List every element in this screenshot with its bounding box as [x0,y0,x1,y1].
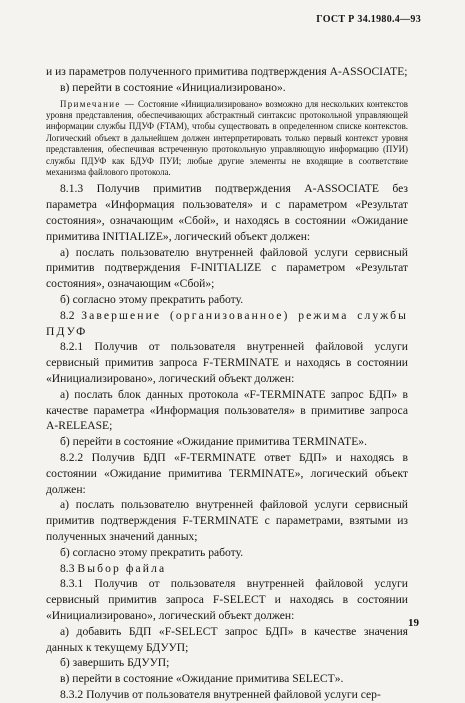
note [46,99,408,179]
paragraph: 8.2.2 Получив БДП «F-TERMINATE ответ БДП» и находясь в состоянии «Ожидание примитива TERMINATE», логический объект должен: [46,450,408,496]
note-text: Состояние «Инициализировано» возможно для нескольких контекстов уровня представления, обеспечивающих абстрактный синтаксис протокольной управляющей информации службы ПДУФ (FTAM), чтобы существовать в определенном списке контекстов. Логический объект в дальнейшем должен интерпретировать только первый контекст уровня представления, обеспечивая встреченную протокольную управляющую информацию (ПУИ) службы ПДУФ как БДУФ ПУИ; любые другие элементы не входящие в соответствие механизма файлового протокола. [46,98,408,178]
section-title: Выбор файла [77,561,167,575]
page-header: ГОСТ Р 34.1980.4—93 [316,14,421,25]
paragraph: 8.3.1 Получив от пользователя внутренней файловой услуги сервисный примитив запроса F-SELECT и находясь в состоянии «Инициализировано», логический объект должен: [46,577,408,622]
paragraph: в) перейти в состояние «Инициализировано». [60,80,286,94]
page-number: 19 [408,617,419,629]
paragraph: 8.1.3 Получив примитив подтверждения A-ASSOCIATE без параметра «Информация пользователя» и с параметром «Результат состояния», означающим «Сбой», и находясь в состоянии «Ожидание примитива INITIALIZE», логический объект должен: [46,182,408,243]
section-number: 8.2 [60,308,75,322]
paragraph: а) послать пользователю внутренней файловой услуги сервисный примитив подтверждения F-TERMINATE с параметрами, взятыми из полученных значений данных; [46,498,408,543]
paragraph: 8.2.1 Получив от пользователя внутренней файловой услуги сервисный примитив запроса F-TERMINATE и находясь в состоянии «Инициализировано», логический объект должен: [46,340,408,385]
section-number: 8.3 [60,561,75,575]
paragraph: в) перейти в состояние «Ожидание примитива SELECT». [60,672,344,686]
paragraph: б) согласно этому прекратить работу. [60,293,244,307]
paragraph: а) добавить БДП «F-SELECT запрос БДП» в качестве значения данных к текущему БДУУП; [46,624,408,654]
paragraph: б) завершить БДУУП; [60,656,170,670]
paragraph: а) послать блок данных протокола «F-TERMINATE запрос БДП» в качестве параметра «Информация пользователя» в примитиве запроса A-RELEASE; [46,387,408,433]
paragraph: 8.3.2 Получив от пользователя внутренней файловой услуги сер- [60,687,381,701]
paragraph: и из параметров полученного примитива подтверждения A-ASSOCIATE; [46,65,408,78]
paragraph: б) перейти в состояние «Ожидание примитива TERMINATE». [60,435,368,449]
section-title: Завершение (организованное) режима службы ПДУФ [46,308,408,338]
note-label: Примечание — [60,98,136,109]
section-heading [46,308,408,340]
page-body [46,64,408,703]
paragraph: а) послать пользователю внутренней файловой услуги сервисный примитив подтверждения F-INITIALIZE с параметром «Результат состояния», означающим «Сбой»; [46,245,408,291]
paragraph: б) согласно этому прекратить работу. [60,545,244,559]
section-heading [46,561,408,577]
